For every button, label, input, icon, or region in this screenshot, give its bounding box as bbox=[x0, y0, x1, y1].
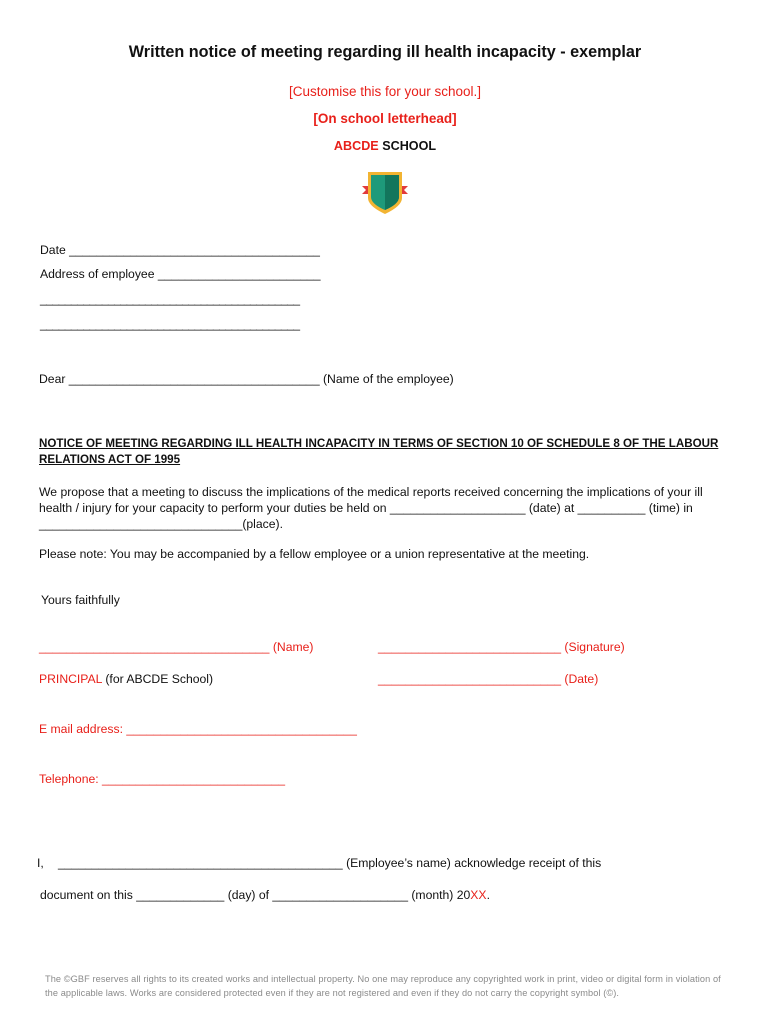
school-name-black: SCHOOL bbox=[378, 139, 437, 153]
date-field: ___________________________ (Date) bbox=[378, 672, 599, 686]
school-name bbox=[0, 139, 770, 153]
please-note: Please note: You may be accompanied by a fellow employee or a union representative at the meeting. bbox=[39, 547, 590, 561]
telephone-label: Telephone: bbox=[39, 772, 99, 786]
ack-year: XX bbox=[470, 888, 487, 902]
principal-line bbox=[39, 672, 213, 686]
date-line: Date _____________________________________ bbox=[40, 243, 320, 257]
address-line-2: __________________________________________ bbox=[40, 292, 300, 306]
customise-note: [Customise this for your school.] bbox=[288, 84, 482, 99]
principal-suffix: (for ABCDE School) bbox=[101, 672, 214, 686]
ack-line-2-text: document on this _____________ (day) of ____________________ (month) 20 bbox=[40, 888, 471, 902]
email-blank: __________________________________ bbox=[126, 722, 357, 736]
copyright-footer: The ©GBF reserves all rights to its created works and intellectual property. No one may reproduce any copyrighted work in print, video or digital form in violation of the applicable laws. Works are considered protected even if they are not registered and even if they do not carry the copyright symbol (©). bbox=[45, 974, 721, 998]
address-line-1: Address of employee ________________________ bbox=[40, 267, 321, 281]
closing: Yours faithfully bbox=[41, 593, 120, 607]
notice-heading: NOTICE OF MEETING REGARDING ILL HEALTH INCAPACITY IN TERMS OF SECTION 10 OF SCHEDULE 8 OF THE LABOUR RELATIONS ACT OF 1995 bbox=[39, 437, 719, 466]
dear-line: Dear _____________________________________ (Name of the employee) bbox=[39, 372, 454, 386]
document-title: Written notice of meeting regarding ill health incapacity - exemplar bbox=[128, 43, 642, 61]
ack-line-2 bbox=[40, 888, 490, 902]
letterhead-note: [On school letterhead] bbox=[313, 111, 457, 126]
ack-prefix: I, bbox=[37, 856, 44, 870]
address-line-3: __________________________________________ bbox=[40, 317, 300, 331]
name-field: __________________________________ (Name) bbox=[39, 640, 314, 654]
ack-line-1: __________________________________________ (Employee’s name) acknowledge receipt of this bbox=[58, 856, 602, 870]
school-name-red: ABCDE bbox=[333, 139, 379, 153]
proposal-paragraph: We propose that a meeting to discuss the implications of the medical reports received concerning the implications of your ill health / injury for your capacity to perform your duties be held on ____________________ (date) at __________ (time) in ______________________________(place). bbox=[39, 485, 703, 531]
email-label: E mail address: bbox=[39, 722, 123, 736]
email-line bbox=[39, 722, 357, 736]
school-crest-shield-icon bbox=[360, 168, 410, 216]
signature-field: ___________________________ (Signature) bbox=[378, 640, 625, 654]
principal-label: PRINCIPAL bbox=[39, 672, 102, 686]
telephone-blank: ___________________________ bbox=[102, 772, 286, 786]
telephone-line bbox=[39, 772, 285, 786]
ack-end: . bbox=[486, 888, 490, 902]
